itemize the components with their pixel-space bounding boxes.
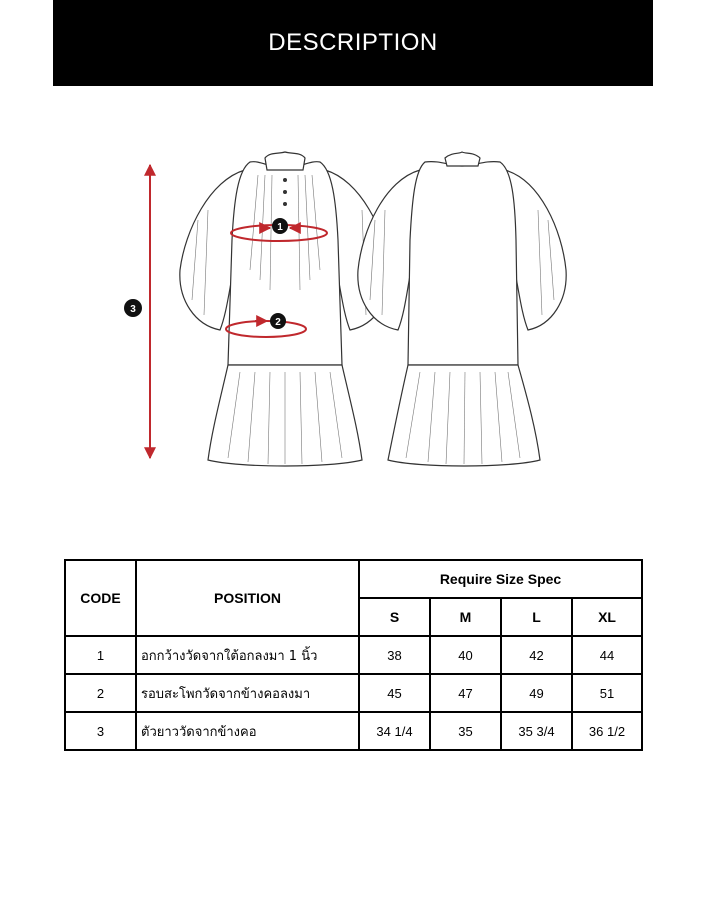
dress-diagram: [100, 140, 600, 480]
cell-value: 35: [430, 712, 501, 750]
cell-value: 49: [501, 674, 572, 712]
header-bar: [53, 0, 653, 86]
cell-value: 45: [359, 674, 430, 712]
cell-value: 51: [572, 674, 642, 712]
row-code: 3: [65, 712, 136, 750]
row-code: 2: [65, 674, 136, 712]
back-dress-sketch: [358, 152, 566, 466]
marker-1-label: 1: [277, 222, 283, 233]
size-spec-table: [64, 559, 643, 751]
size-header-m: M: [430, 598, 501, 636]
cell-value: 35 3/4: [501, 712, 572, 750]
size-header-s: S: [359, 598, 430, 636]
page-title: DESCRIPTION: [268, 29, 438, 56]
cell-value: 36 1/2: [572, 712, 642, 750]
position-header: POSITION: [136, 560, 359, 636]
size-header-xl: XL: [572, 598, 642, 636]
row-position: อกกว้างวัดจากใต้อกลงมา 1 นิ้ว: [136, 636, 359, 674]
row-code: 1: [65, 636, 136, 674]
table-row: [65, 636, 642, 674]
row-position: รอบสะโพกวัดจากข้างคอลงมา: [136, 674, 359, 712]
marker-3-label: 3: [130, 304, 136, 315]
marker-2-label: 2: [275, 317, 281, 328]
row-position: ตัวยาววัดจากข้างคอ: [136, 712, 359, 750]
code-header: CODE: [65, 560, 136, 636]
cell-value: 47: [430, 674, 501, 712]
spec-header: Require Size Spec: [359, 560, 642, 598]
cell-value: 38: [359, 636, 430, 674]
size-header-l: L: [501, 598, 572, 636]
table-row: [65, 712, 642, 750]
cell-value: 40: [430, 636, 501, 674]
cell-value: 44: [572, 636, 642, 674]
cell-value: 34 1/4: [359, 712, 430, 750]
cell-value: 42: [501, 636, 572, 674]
table-row: [65, 674, 642, 712]
